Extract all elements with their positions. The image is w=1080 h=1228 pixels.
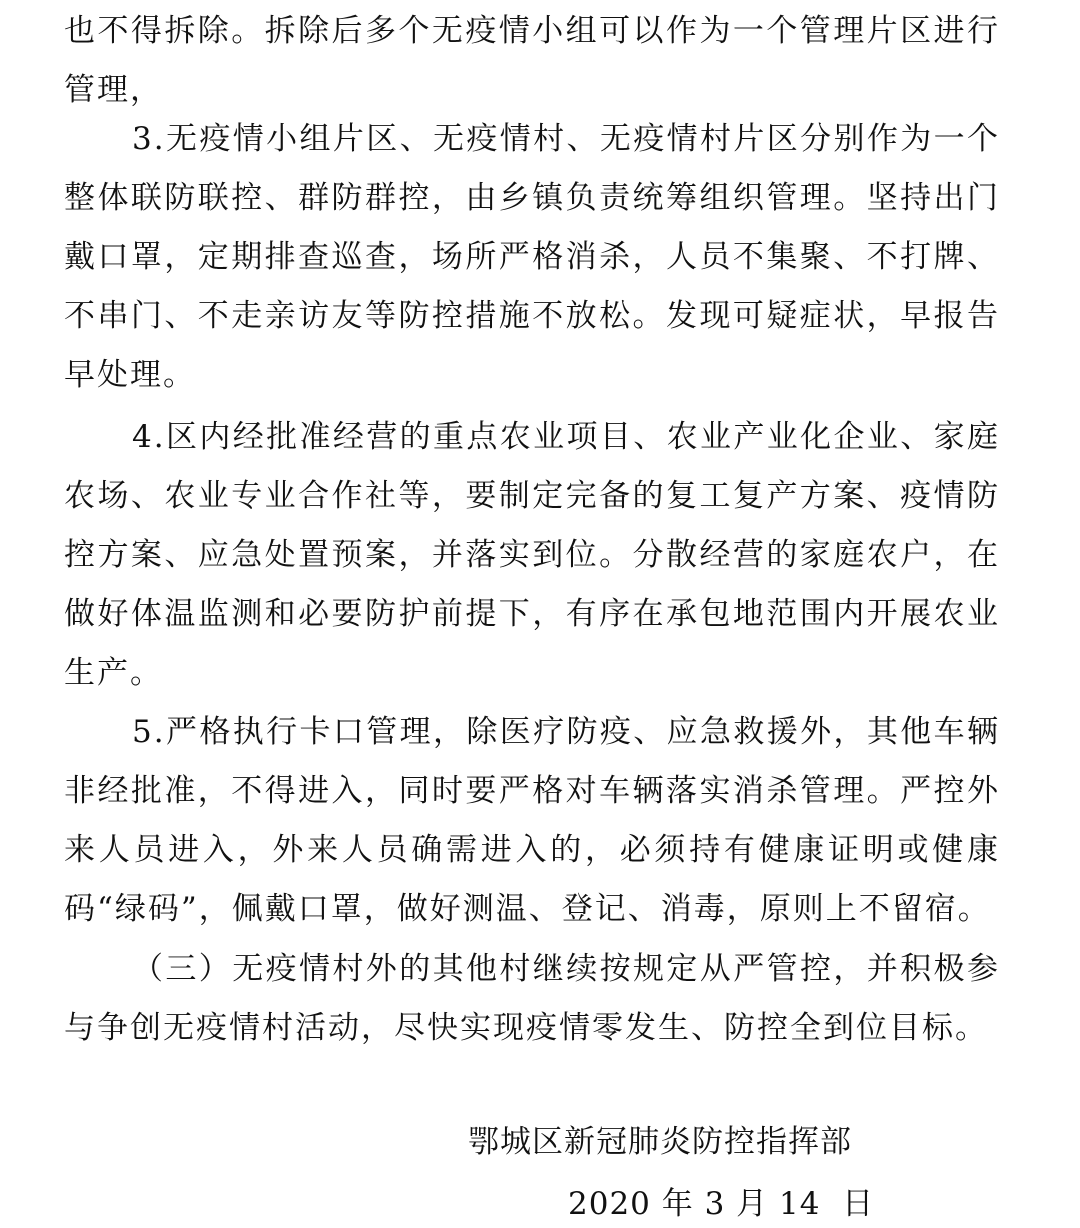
paragraph-section-three: （三）无疫情村外的其他村继续按规定从严管控，并积极参与争创无疫情村活动，尽快实现疫情零发生、防控全到位目标。 xyxy=(64,951,1000,1046)
paragraph-continuation: 也不得拆除。拆除后多个无疫情小组可以作为一个管理片区进行管理， xyxy=(64,13,1000,108)
paragraph-item-3: 3.无疫情小组片区、无疫情村、无疫情村片区分别作为一个整体联防联控、群防群控，由乡镇负责统筹组织管理。坚持出门戴口罩，定期排查巡查，场所严格消杀，人员不集聚、不打牌、不串门、不走亲访友等防控措施不放松。发现可疑症状，早报告早处理。 xyxy=(64,121,1000,393)
signature-organization: 鄂城区新冠肺炎防控指挥部 xyxy=(468,1124,852,1160)
paragraph-item-5: 5.严格执行卡口管理，除医疗防疫、应急救援外，其他车辆非经批准，不得进入，同时要严格对车辆落实消杀管理。严控外来人员进入，外来人员确需进入的，必须持有健康证明或健康码“绿码”，佩戴口罩，做好测温、登记、消毒，原则上不留宿。 xyxy=(64,714,1000,927)
paragraph-item-4: 4.区内经批准经营的重点农业项目、农业产业化企业、家庭农场、农业专业合作社等，要制定完备的复工复产方案、疫情防控方案、应急处置预案，并落实到位。分散经营的家庭农户，在做好体温监测和必要防护前提下，有序在承包地范围内开展农业生产。 xyxy=(64,419,1000,691)
signature-date: 2020 年 3 月 14 日 xyxy=(568,1186,875,1222)
